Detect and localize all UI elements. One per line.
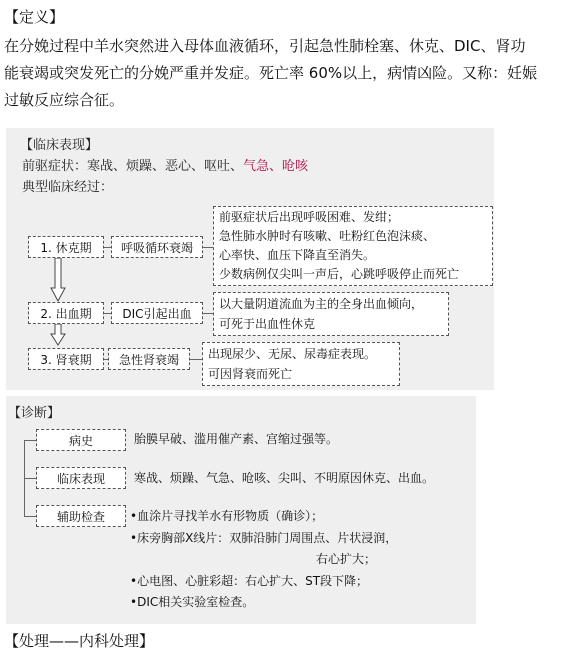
stage-3-box bbox=[28, 348, 104, 370]
connector bbox=[190, 359, 202, 360]
arrow-down-icon bbox=[50, 258, 66, 302]
diagnosis-clinical-box bbox=[36, 467, 126, 489]
stage-2-label: 2. 出血期 bbox=[40, 306, 92, 321]
stage-1-label: 1. 休克期 bbox=[40, 240, 92, 255]
definition-heading: 【定义】 bbox=[4, 8, 65, 26]
connector bbox=[203, 247, 213, 248]
connector bbox=[203, 313, 213, 314]
diagnosis-aux-text bbox=[130, 506, 397, 614]
connector bbox=[104, 247, 111, 248]
stage-1-detail-line: 少数病例仅尖叫一声后，心跳呼吸停止而死亡 bbox=[219, 267, 460, 281]
diagnosis-history-text: 胎膜早破、滥用催产素、宫缩过强等。 bbox=[134, 432, 339, 446]
stage-1-box bbox=[28, 236, 104, 258]
diagnosis-aux-line: •床旁胸部X线片：双肺沿肺门周围点、片状浸润， bbox=[130, 530, 398, 545]
diagnosis-aux-box bbox=[36, 505, 126, 527]
prodromal-red-text: 气急、呛咳 bbox=[243, 159, 309, 174]
bracket-line bbox=[24, 440, 36, 441]
stage-3-detail-box bbox=[202, 342, 400, 386]
prodromal-symptoms bbox=[22, 155, 308, 174]
stage-2-detail-box bbox=[213, 292, 449, 336]
stage-1-detail-line: 心率快、血压下降直至消失。 bbox=[219, 248, 376, 262]
arrow-down-icon bbox=[50, 324, 66, 346]
stage-2-detail-line: 以大量阴道流血为主的全身出血倾向， bbox=[219, 297, 424, 311]
stage-1-detail-line: 前驱症状后出现呼吸困难、发绀； bbox=[219, 210, 400, 224]
diagnosis-aux-line: •血涂片寻找羊水有形物质（确诊）； bbox=[130, 509, 324, 523]
stage-3-mechanism-box bbox=[108, 348, 190, 370]
bracket-line bbox=[24, 516, 36, 517]
diagnosis-clinical-text: 寒战、烦躁、气急、呛咳、尖叫、不明原因休克、出血。 bbox=[134, 471, 435, 485]
stage-2-mechanism: DIC引起出血 bbox=[122, 306, 192, 321]
stage-2-box bbox=[28, 302, 104, 324]
connector bbox=[104, 313, 111, 314]
diagnosis-clinical-label: 临床表现 bbox=[56, 471, 105, 486]
typical-course-label: 典型临床经过： bbox=[22, 180, 114, 195]
diagnosis-aux-line: •心电图、心脏彩超：右心扩大、ST段下降； bbox=[130, 573, 369, 588]
stage-2-detail-line: 可死于出血性休克 bbox=[219, 317, 316, 331]
definition-paragraph bbox=[4, 33, 560, 114]
stage-1-mechanism-box bbox=[111, 236, 203, 258]
stage-3-label: 3. 肾衰期 bbox=[40, 352, 92, 367]
stage-3-detail-line: 出现尿少、无尿、尿毒症表现。 bbox=[208, 347, 377, 361]
diagnosis-aux-line: 右心扩大； bbox=[316, 552, 377, 566]
prodromal-text: 前驱症状：寒战、烦躁、恶心、呕吐、 bbox=[22, 159, 244, 174]
definition-line: 在分娩过程中羊水突然进入母体血液循环，引起急性肺栓塞、休克、DIC、肾功 bbox=[4, 37, 526, 55]
diagnosis-history-label: 病史 bbox=[68, 433, 93, 448]
diagnosis-panel bbox=[6, 396, 476, 624]
stage-1-mechanism: 呼吸循环衰竭 bbox=[120, 240, 193, 255]
stage-2-mechanism-box bbox=[111, 302, 203, 324]
clinical-panel bbox=[6, 128, 494, 390]
diagnosis-history-box bbox=[36, 429, 126, 451]
definition-line: 能衰竭或突发死亡的分娩严重并发症。死亡率 60%以上，病情凶险。又称：妊娠 bbox=[4, 64, 538, 82]
diagnosis-aux-label: 辅助检查 bbox=[56, 509, 105, 524]
stage-3-mechanism: 急性肾衰竭 bbox=[118, 352, 179, 367]
bracket-line bbox=[24, 478, 36, 479]
diagnosis-heading: 【诊断】 bbox=[8, 406, 61, 421]
stage-3-detail-line: 可因肾衰而死亡 bbox=[208, 367, 293, 381]
clinical-heading: 【临床表现】 bbox=[20, 138, 99, 153]
treatment-heading: 【处理——内科处理】 bbox=[4, 632, 155, 650]
stage-1-detail-box bbox=[213, 206, 493, 286]
stage-1-detail-line: 急性肺水肿时有咳嗽、吐粉红色泡沫痰、 bbox=[219, 229, 436, 243]
definition-line: 过敏反应综合征。 bbox=[4, 91, 125, 109]
diagnosis-aux-line: •DIC相关实验室检查。 bbox=[130, 595, 255, 609]
